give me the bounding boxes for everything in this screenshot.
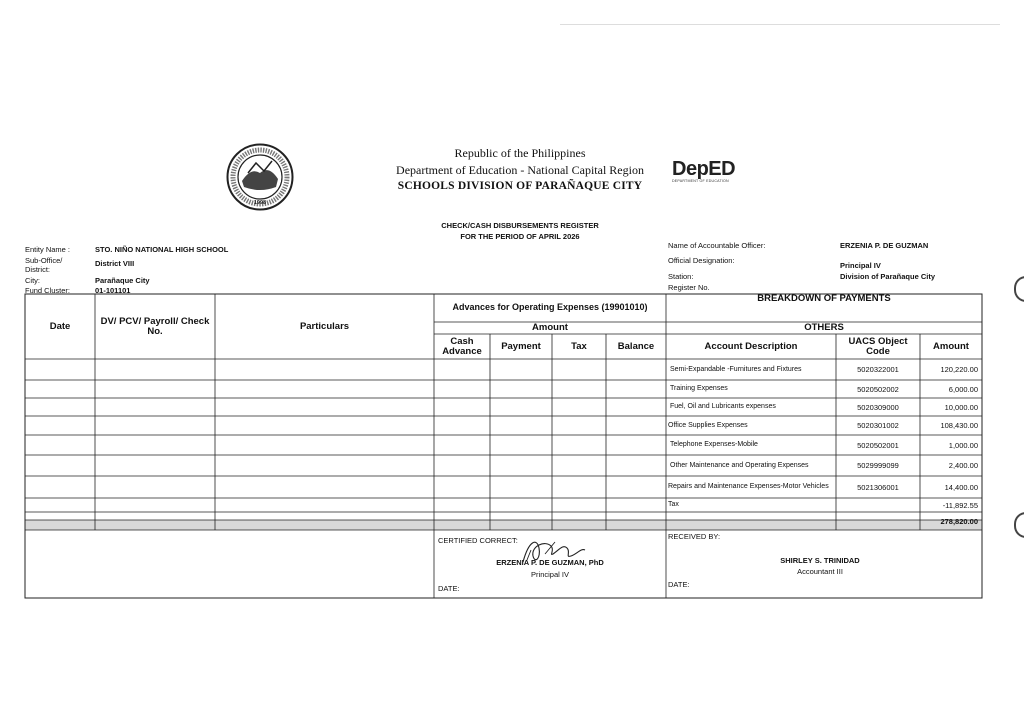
uacs-code: 5020309000 [857, 402, 899, 412]
city-label: City: [25, 276, 40, 285]
uacs-code [836, 498, 920, 512]
col-balance-header: Balance [617, 340, 655, 352]
register-no-label: Register No. [668, 283, 710, 292]
certified-title: Principal IV [531, 570, 569, 579]
amount-value: 1,000.00 [948, 440, 978, 450]
account-description: Semi-Expandable -Furnitures and Fixtures [670, 365, 802, 373]
others-subheader: OTHERS [804, 322, 844, 334]
deped-logo: DepED DEPARTMENT OF EDUCATION [672, 158, 736, 183]
station-label: Station: [668, 272, 694, 281]
col-payment-header: Payment [501, 340, 541, 352]
seal-year: 1998 [253, 200, 267, 206]
entity-name-label: Entity Name : [25, 245, 71, 254]
officer-name-value: ERZENIA P. DE GUZMAN [840, 241, 929, 250]
district-label: District: [25, 265, 50, 274]
amount-value: 14,400.00 [944, 482, 978, 492]
district-value: District VIII [95, 259, 135, 268]
header-republic: Republic of the Philippines [454, 146, 586, 160]
uacs-code: 5020301002 [857, 421, 899, 430]
amount-subheader: Amount [532, 322, 568, 334]
col-account-header: Account Description [704, 340, 798, 352]
account-description: Fuel, Oil and Lubricants expenses [670, 403, 776, 411]
header-division: SCHOOLS DIVISION OF PARAÑAQUE CITY [397, 180, 643, 192]
col-date-header: Date [49, 320, 71, 332]
station-value: Division of Parañaque City [840, 272, 936, 281]
account-description: Telephone Expenses-Mobile [670, 441, 758, 449]
designation-label: Official Designation: [668, 256, 735, 265]
fund-cluster-value: 01-101101 [95, 286, 131, 295]
breakdown-header: BREAKDOWN OF PAYMENTS [757, 293, 891, 305]
fund-cluster-label: Fund Cluster: [25, 286, 71, 295]
amount-value: -11,892.55 [942, 500, 978, 510]
account-description: Other Maintenance and Operating Expenses [670, 461, 809, 469]
report-title: CHECK/CASH DISBURSEMENTS REGISTER [441, 221, 599, 230]
certified-date-label: DATE: [438, 584, 460, 593]
suboffice-label: Sub-Office/ [25, 256, 63, 265]
received-date-label: DATE: [668, 580, 690, 589]
amount-value: 108,430.00 [940, 421, 978, 430]
received-name: SHIRLEY S. TRINIDAD [780, 556, 860, 565]
uacs-code: 5029999099 [857, 461, 899, 470]
col-uacs-header: UACS Object Code [848, 335, 908, 357]
account-description: Office Supplies Expenses [668, 421, 748, 429]
total-amount-value: 278,820.00 [940, 516, 978, 526]
city-value: Parañaque City [95, 276, 150, 285]
amount-value: 10,000.00 [944, 402, 978, 412]
col-tax-header: Tax [571, 340, 587, 352]
account-description: Training Expenses [670, 385, 728, 393]
col-amount-header: Amount [933, 340, 969, 352]
received-title: Accountant III [797, 567, 843, 576]
uacs-code: 5020502001 [857, 440, 899, 450]
col-dv-header: DV/ PCV/ Payroll/ Check No. [100, 315, 210, 337]
col-particulars-header: Particulars [299, 320, 350, 332]
certified-name: ERZENIA P. DE GUZMAN, PhD [496, 558, 604, 567]
account-description: Tax [668, 501, 679, 509]
officer-name-label: Name of Accountable Officer: [668, 241, 766, 250]
received-by-label: RECEIVED BY: [668, 532, 721, 541]
col-cash-advance-header: Cash Advance [442, 335, 482, 357]
account-description: Repairs and Maintenance Expenses-Motor Vehicles [668, 483, 829, 491]
amount-value: 120,220.00 [940, 365, 978, 374]
uacs-code: 5020322001 [857, 365, 899, 374]
certified-correct-label: CERTIFIED CORRECT: [438, 536, 518, 545]
amount-value: 6,000.00 [948, 384, 978, 394]
designation-value: Principal IV [840, 261, 881, 270]
uacs-code: 5021306001 [857, 482, 899, 492]
header-department: Department of Education - National Capital Region [396, 163, 644, 177]
report-period: FOR THE PERIOD OF APRIL 2026 [460, 232, 580, 241]
entity-name-value: STO. NIÑO NATIONAL HIGH SCHOOL [95, 245, 229, 254]
amount-value: 2,400.00 [948, 461, 978, 470]
uacs-code: 5020502002 [857, 384, 899, 394]
advances-header: Advances for Operating Expenses (19901010) [452, 302, 648, 313]
